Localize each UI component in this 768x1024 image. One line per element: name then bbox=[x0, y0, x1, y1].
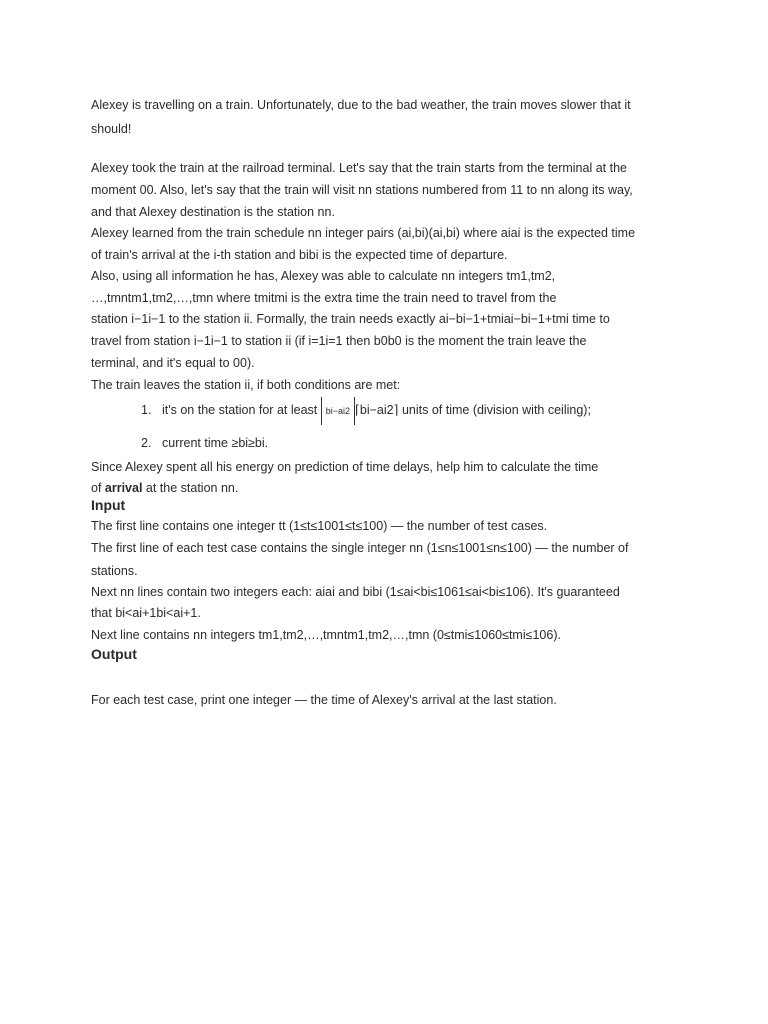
paragraph-line: Also, using all information he has, Alexey was able to calculate nn integers tm1,tm2, bbox=[91, 269, 556, 283]
paragraph-line: The first line of each test case contains the single integer nn (1≤n≤1001≤n≤100) — the number of bbox=[91, 541, 629, 555]
ceiling-expression: bi−ai2 bbox=[321, 397, 355, 425]
paragraph-line: For each test case, print one integer — the time of Alexey's arrival at the last station. bbox=[91, 693, 557, 707]
paragraph-line: The first line contains one integer tt (1≤t≤1001≤t≤100) — the number of test cases. bbox=[91, 519, 548, 533]
list-item-text: ⌈bi−ai2⌉ units of time (division with ceiling); bbox=[355, 403, 591, 417]
list-item-number: 2. bbox=[141, 436, 152, 450]
paragraph-line: of train's arrival at the i-th station and bibi is the expected time of departure. bbox=[91, 248, 508, 262]
paragraph-line: Next nn lines contain two integers each: aiai and bibi (1≤ai<bi≤1061≤ai<bi≤106). It's guaranteed bbox=[91, 585, 620, 599]
list-item-text: current time ≥bi≥bi. bbox=[162, 436, 269, 450]
paragraph-line: Alexey is travelling on a train. Unfortunately, due to the bad weather, the train moves slower that it bbox=[91, 98, 631, 112]
paragraph-line: Next line contains nn integers tm1,tm2,…,tmntm1,tm2,…,tmn (0≤tmi≤1060≤tmi≤106). bbox=[91, 628, 561, 642]
paragraph-line: terminal, and it's equal to 00). bbox=[91, 356, 255, 370]
paragraph-line: station i−1i−1 to the station ii. Formally, the train needs exactly ai−bi−1+tmiai−bi−1+tmi time to bbox=[91, 312, 610, 326]
emphasis-arrival: arrival bbox=[104, 481, 143, 495]
paragraph-line: should! bbox=[91, 122, 132, 136]
paragraph-line: stations. bbox=[91, 564, 138, 578]
paragraph-line: Alexey took the train at the railroad terminal. Let's say that the train starts from the terminal at the bbox=[91, 161, 627, 175]
paragraph-line: that bi<ai+1bi<ai+1. bbox=[91, 606, 201, 620]
paragraph-line: and that Alexey destination is the station nn. bbox=[91, 205, 335, 219]
paragraph-line: Since Alexey spent all his energy on prediction of time delays, help him to calculate the time bbox=[91, 460, 599, 474]
section-heading-output: Output bbox=[91, 646, 137, 662]
section-heading-input: Input bbox=[91, 497, 126, 513]
paragraph-line: of arrival at the station nn. bbox=[91, 481, 239, 495]
paragraph-line: The train leaves the station ii, if both conditions are met: bbox=[91, 378, 401, 392]
paragraph-line: moment 00. Also, let's say that the train will visit nn stations numbered from 11 to nn along its way, bbox=[91, 183, 633, 197]
paragraph-line: …,tmntm1,tm2,…,tmn where tmitmi is the extra time the train need to travel from the bbox=[91, 291, 557, 305]
paragraph-line: Alexey learned from the train schedule nn integer pairs (ai,bi)(ai,bi) where aiai is the expected time bbox=[91, 226, 636, 240]
list-item bbox=[162, 396, 591, 425]
list-item-number: 1. bbox=[141, 403, 152, 417]
list-item-text: it's on the station for at least bbox=[162, 403, 318, 417]
paragraph-line: travel from station i−1i−1 to station ii (if i=1i=1 then b0b0 is the moment the train leave the bbox=[91, 334, 587, 348]
